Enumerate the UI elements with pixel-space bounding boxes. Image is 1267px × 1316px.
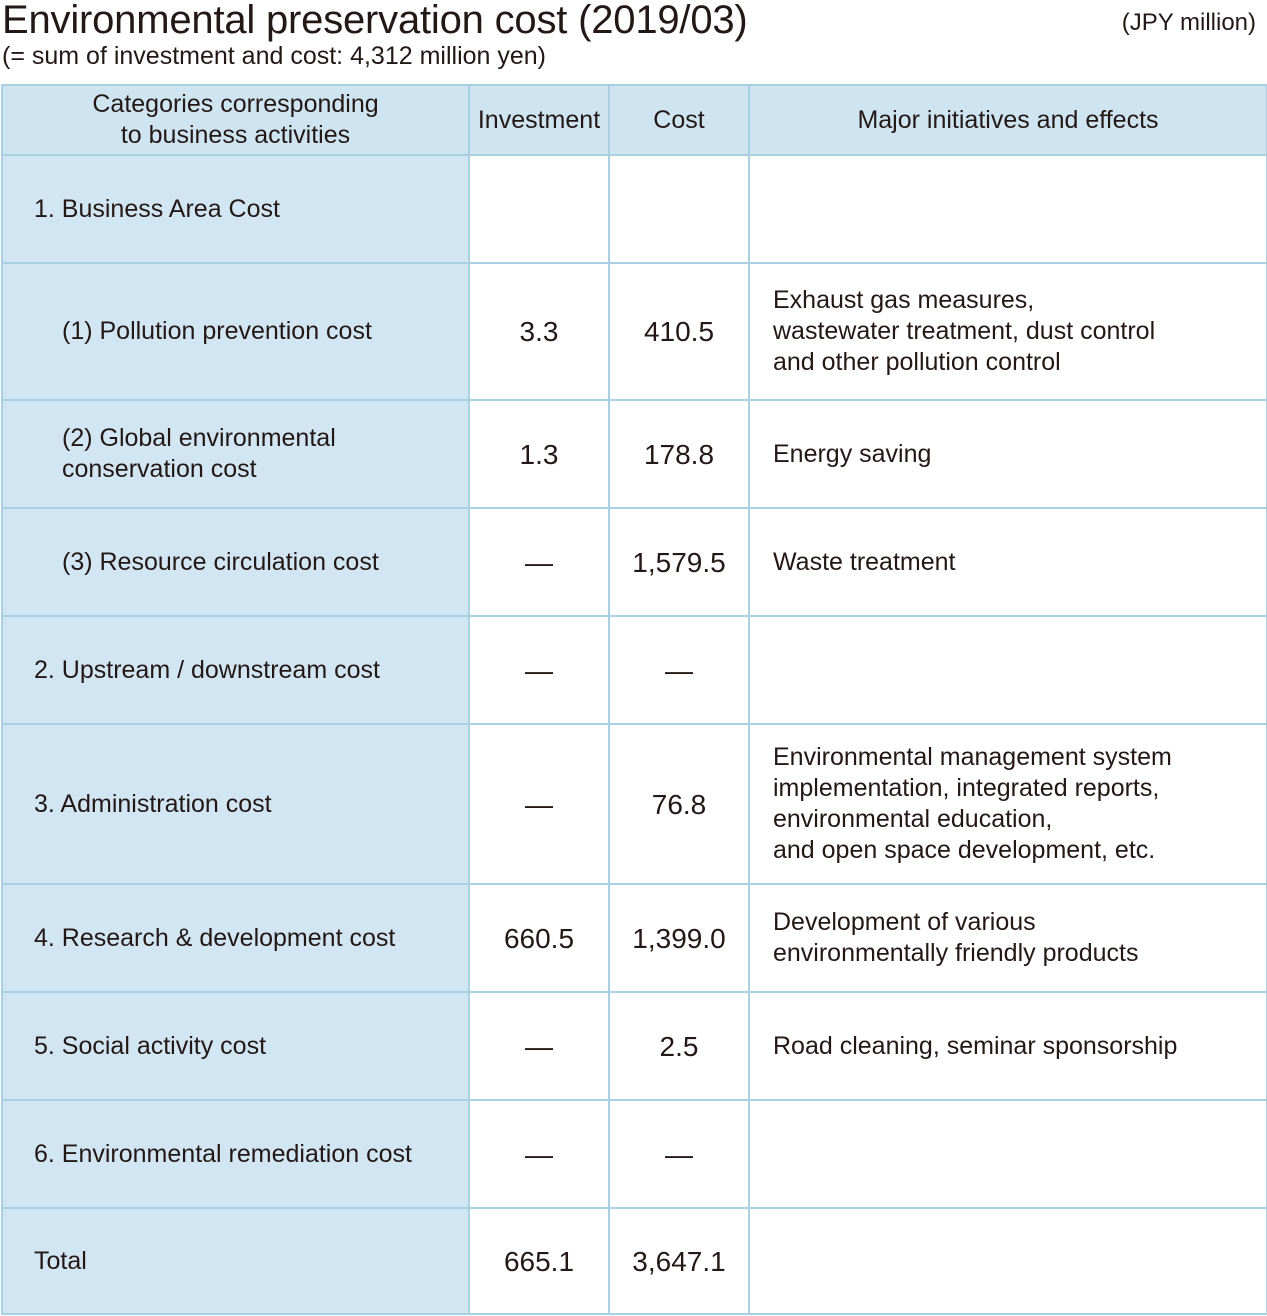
category-cell: (3) Resource circulation cost: [2, 508, 469, 616]
initiatives-cell: [749, 616, 1267, 724]
initiatives-cell: [749, 1100, 1267, 1208]
column-header-category: Categories corresponding to business activities: [2, 85, 469, 155]
cost-cell: —: [609, 616, 749, 724]
investment-cell: —: [469, 616, 609, 724]
cost-cell: 3,647.1: [609, 1208, 749, 1314]
cost-cell: 76.8: [609, 724, 749, 884]
category-cell: (1) Pollution prevention cost: [2, 263, 469, 400]
category-cell: (2) Global environmental conservation cost: [2, 400, 469, 508]
initiatives-cell: Exhaust gas measures, wastewater treatment, dust control and other pollution control: [749, 263, 1267, 400]
initiatives-cell: Environmental management system implementation, integrated reports, environmental education, and open space development, etc.: [749, 724, 1267, 884]
table-header-row: [2, 85, 1267, 155]
table-row: [2, 724, 1267, 884]
table-row: [2, 884, 1267, 992]
page-title: Environmental preservation cost (2019/03): [2, 0, 748, 42]
investment-cell: —: [469, 1100, 609, 1208]
table-row: [2, 155, 1267, 263]
investment-cell: [469, 155, 609, 263]
table-row: [2, 992, 1267, 1100]
environmental-cost-table: [1, 84, 1267, 1315]
cost-cell: 1,399.0: [609, 884, 749, 992]
initiatives-cell: [749, 155, 1267, 263]
category-cell: 1. Business Area Cost: [2, 155, 469, 263]
table-row-total: [2, 1208, 1267, 1314]
investment-cell: —: [469, 724, 609, 884]
cost-cell: —: [609, 1100, 749, 1208]
initiatives-cell: Energy saving: [749, 400, 1267, 508]
investment-cell: —: [469, 992, 609, 1100]
cost-cell: 1,579.5: [609, 508, 749, 616]
page-subtitle: (= sum of investment and cost: 4,312 million yen): [2, 42, 547, 70]
category-cell: 3. Administration cost: [2, 724, 469, 884]
cost-cell: 178.8: [609, 400, 749, 508]
category-cell: Total: [2, 1208, 469, 1314]
column-header-initiatives: Major initiatives and effects: [749, 85, 1267, 155]
category-cell: 6. Environmental remediation cost: [2, 1100, 469, 1208]
table-row: [2, 400, 1267, 508]
investment-cell: 3.3: [469, 263, 609, 400]
table-row: [2, 508, 1267, 616]
column-header-investment: Investment: [469, 85, 609, 155]
cost-cell: 2.5: [609, 992, 749, 1100]
investment-cell: 665.1: [469, 1208, 609, 1314]
initiatives-cell: Road cleaning, seminar sponsorship: [749, 992, 1267, 1100]
category-cell: 2. Upstream / downstream cost: [2, 616, 469, 724]
cost-cell: 410.5: [609, 263, 749, 400]
investment-cell: —: [469, 508, 609, 616]
category-cell: 4. Research & development cost: [2, 884, 469, 992]
category-cell: 5. Social activity cost: [2, 992, 469, 1100]
initiatives-cell: [749, 1208, 1267, 1314]
table-row: [2, 616, 1267, 724]
unit-label: (JPY million): [1121, 9, 1256, 36]
table-row: [2, 1100, 1267, 1208]
investment-cell: 660.5: [469, 884, 609, 992]
cost-cell: [609, 155, 749, 263]
initiatives-cell: Waste treatment: [749, 508, 1267, 616]
investment-cell: 1.3: [469, 400, 609, 508]
initiatives-cell: Development of various environmentally friendly products: [749, 884, 1267, 992]
column-header-cost: Cost: [609, 85, 749, 155]
table-row: [2, 263, 1267, 400]
